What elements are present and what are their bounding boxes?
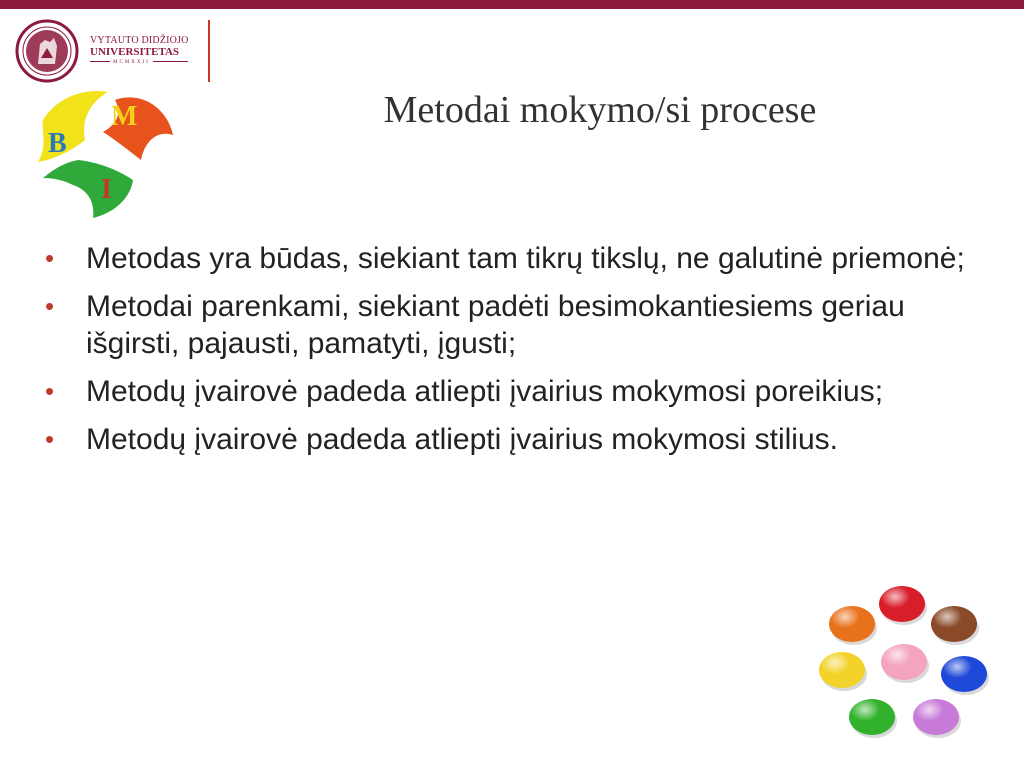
bullet-item — [45, 421, 975, 458]
candy-orange — [829, 606, 877, 645]
candy-blue — [941, 656, 989, 695]
university-name-line1: VYTAUTO DIDŽIOJO — [90, 35, 189, 46]
bullet-dot-icon: • — [45, 376, 55, 406]
header-divider — [208, 20, 210, 82]
university-seal-icon — [14, 18, 84, 84]
bullet-text: Metodų įvairovė padeda atliepti įvairius mokymosi poreikius; — [86, 375, 884, 408]
candy-yellow — [819, 652, 867, 691]
candies-illustration — [812, 582, 992, 742]
bullet-item — [45, 373, 975, 410]
candy-purple — [913, 699, 961, 738]
bullet-item — [45, 288, 975, 362]
university-name-line2: UNIVERSITETAS — [90, 46, 180, 58]
bmi-logo — [33, 80, 178, 220]
bullet-item — [45, 240, 975, 277]
candy-red — [879, 586, 927, 625]
bullet-dot-icon: • — [45, 424, 55, 454]
bmi-letter-i: I — [101, 174, 112, 205]
top-accent-bar — [0, 0, 1024, 9]
bullet-text: Metodų įvairovė padeda atliepti įvairius mokymosi stilius. — [86, 423, 838, 456]
slide-title: Metodai mokymo/si procese — [383, 89, 817, 131]
bullet-text: Metodai parenkami, siekiant padėti besimokantiesiems geriau išgirsti, pajausti, pamatyti, įgusti; — [86, 290, 905, 360]
bmi-letter-b: B — [48, 128, 67, 159]
candy-pink — [881, 644, 929, 683]
bullet-dot-icon: • — [45, 291, 55, 321]
university-founding-year: MCMXXII — [110, 60, 153, 65]
bmi-letter-m: M — [111, 101, 138, 132]
bullet-dot-icon: • — [45, 243, 55, 273]
candies-icon — [812, 582, 992, 742]
bullet-text: Metodas yra būdas, siekiant tam tikrų tikslų, ne galutinė priemonė; — [86, 242, 965, 275]
bullet-list — [45, 240, 975, 469]
candy-green — [849, 699, 897, 738]
bmi-swirl-icon — [33, 80, 178, 220]
candy-brown — [931, 606, 979, 645]
